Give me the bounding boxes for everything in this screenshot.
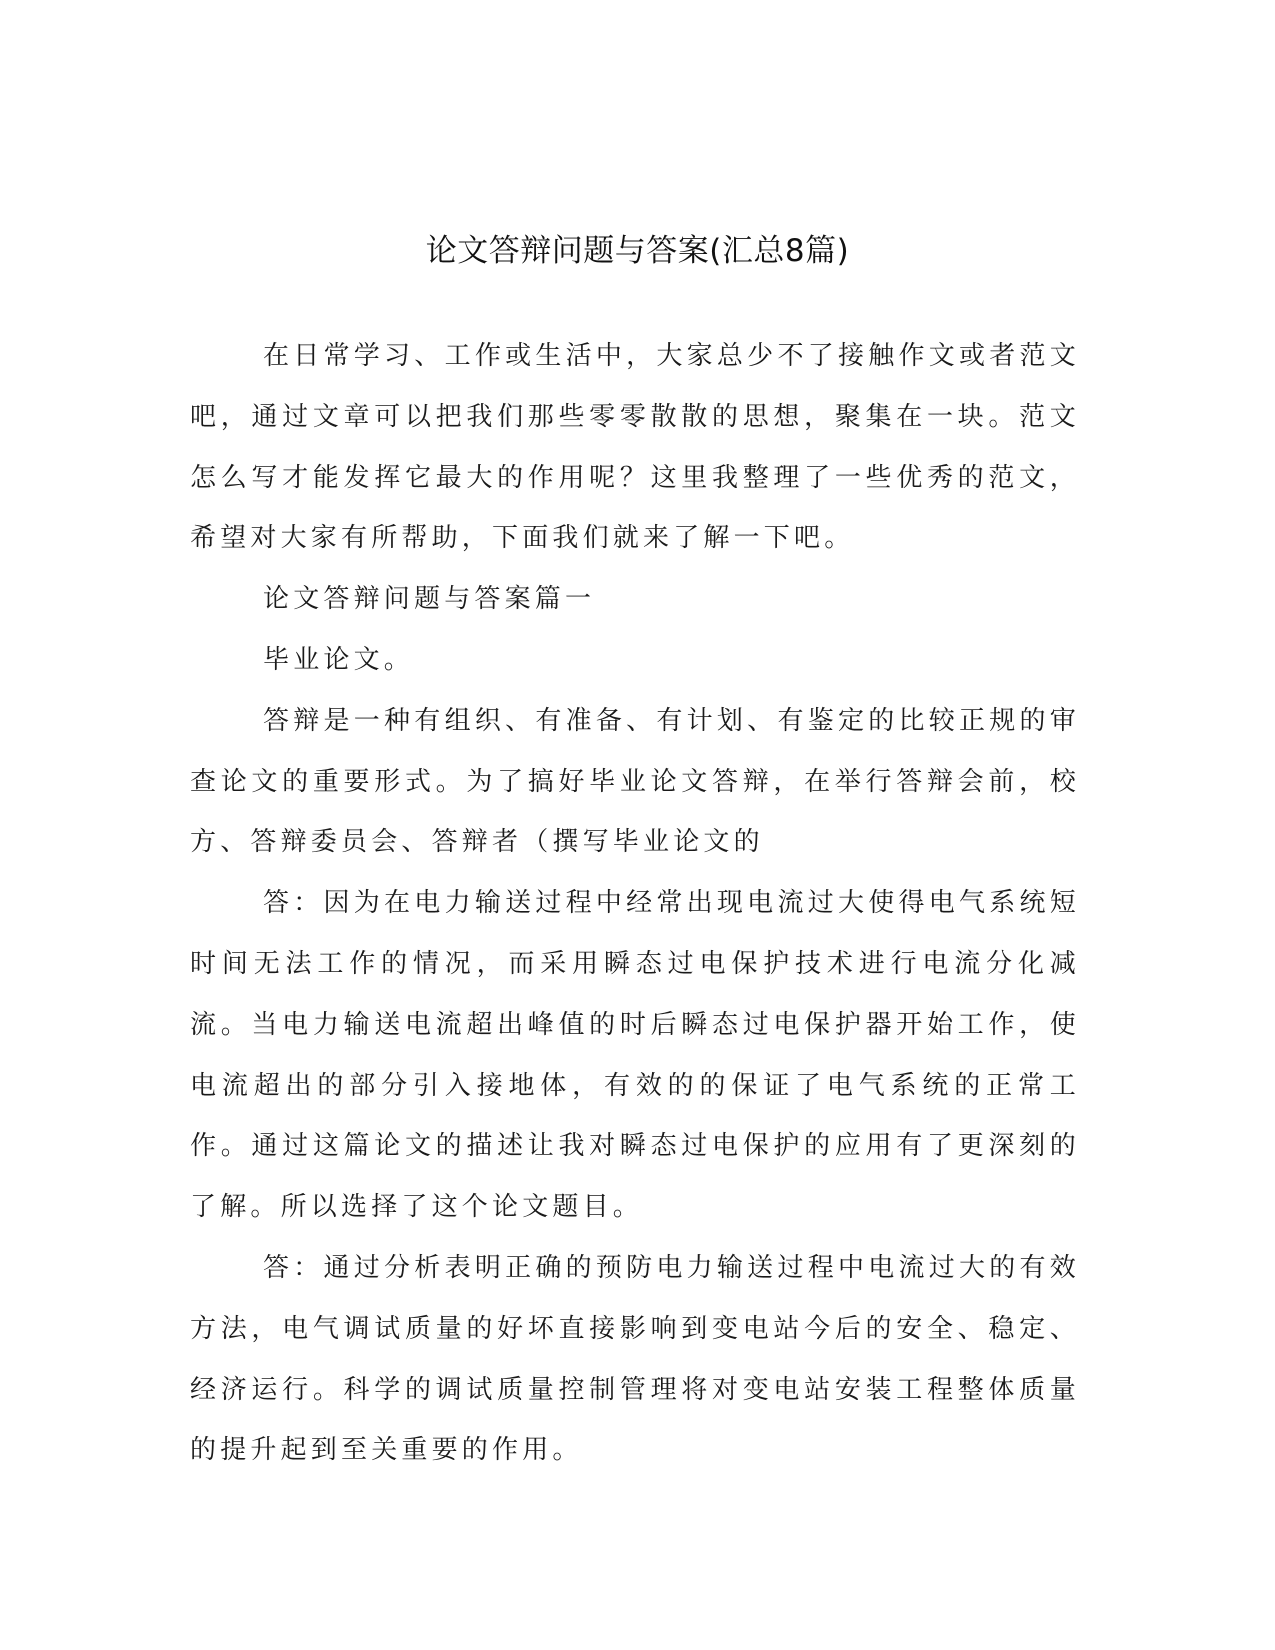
answer-paragraph-1: 答：因为在电力输送过程中经常出现电流过大使得电气系统短时间无法工作的情况，而采用瞬态过电保护技术进行电流分化减流。当电力输送电流超出峰值的时后瞬态过电保护器开始工作，使电流超出的部分引入接地体，有效的的保证了电气系统的正常工作。通过这篇论文的描述让我对瞬态过电保护的应用有了更深刻的了解。所以选择了这个论文题目。: [190, 888, 1080, 1223]
paragraph-graduation-thesis: 毕业论文。: [263, 644, 415, 675]
answer-paragraph-2: 答：通过分析表明正确的预防电力输送过程中电流过大的有效方法，电气调试质量的好坏直接影响到变电站今后的安全、稳定、经济运行。科学的调试质量控制管理将对变电站安装工程整体质量的提升起到至关重要的作用。: [190, 1252, 1080, 1466]
document-title: 论文答辩问题与答案(汇总8篇): [425, 232, 850, 269]
document-body: [190, 326, 1080, 1481]
section-heading-part-one: 论文答辩问题与答案篇一: [263, 584, 596, 615]
paragraph-defense-description: 答辩是一种有组织、有准备、有计划、有鉴定的比较正规的审查论文的重要形式。为了搞好毕业论文答辩，在举行答辩会前，校方、答辩委员会、答辩者（撰写毕业论文的: [190, 705, 1080, 858]
intro-paragraph: 在日常学习、工作或生活中，大家总少不了接触作文或者范文吧，通过文章可以把我们那些零零散散的思想，聚集在一块。范文怎么写才能发挥它最大的作用呢？这里我整理了一些优秀的范文，希望对大家有所帮助，下面我们就来了解一下吧。: [190, 341, 1080, 554]
